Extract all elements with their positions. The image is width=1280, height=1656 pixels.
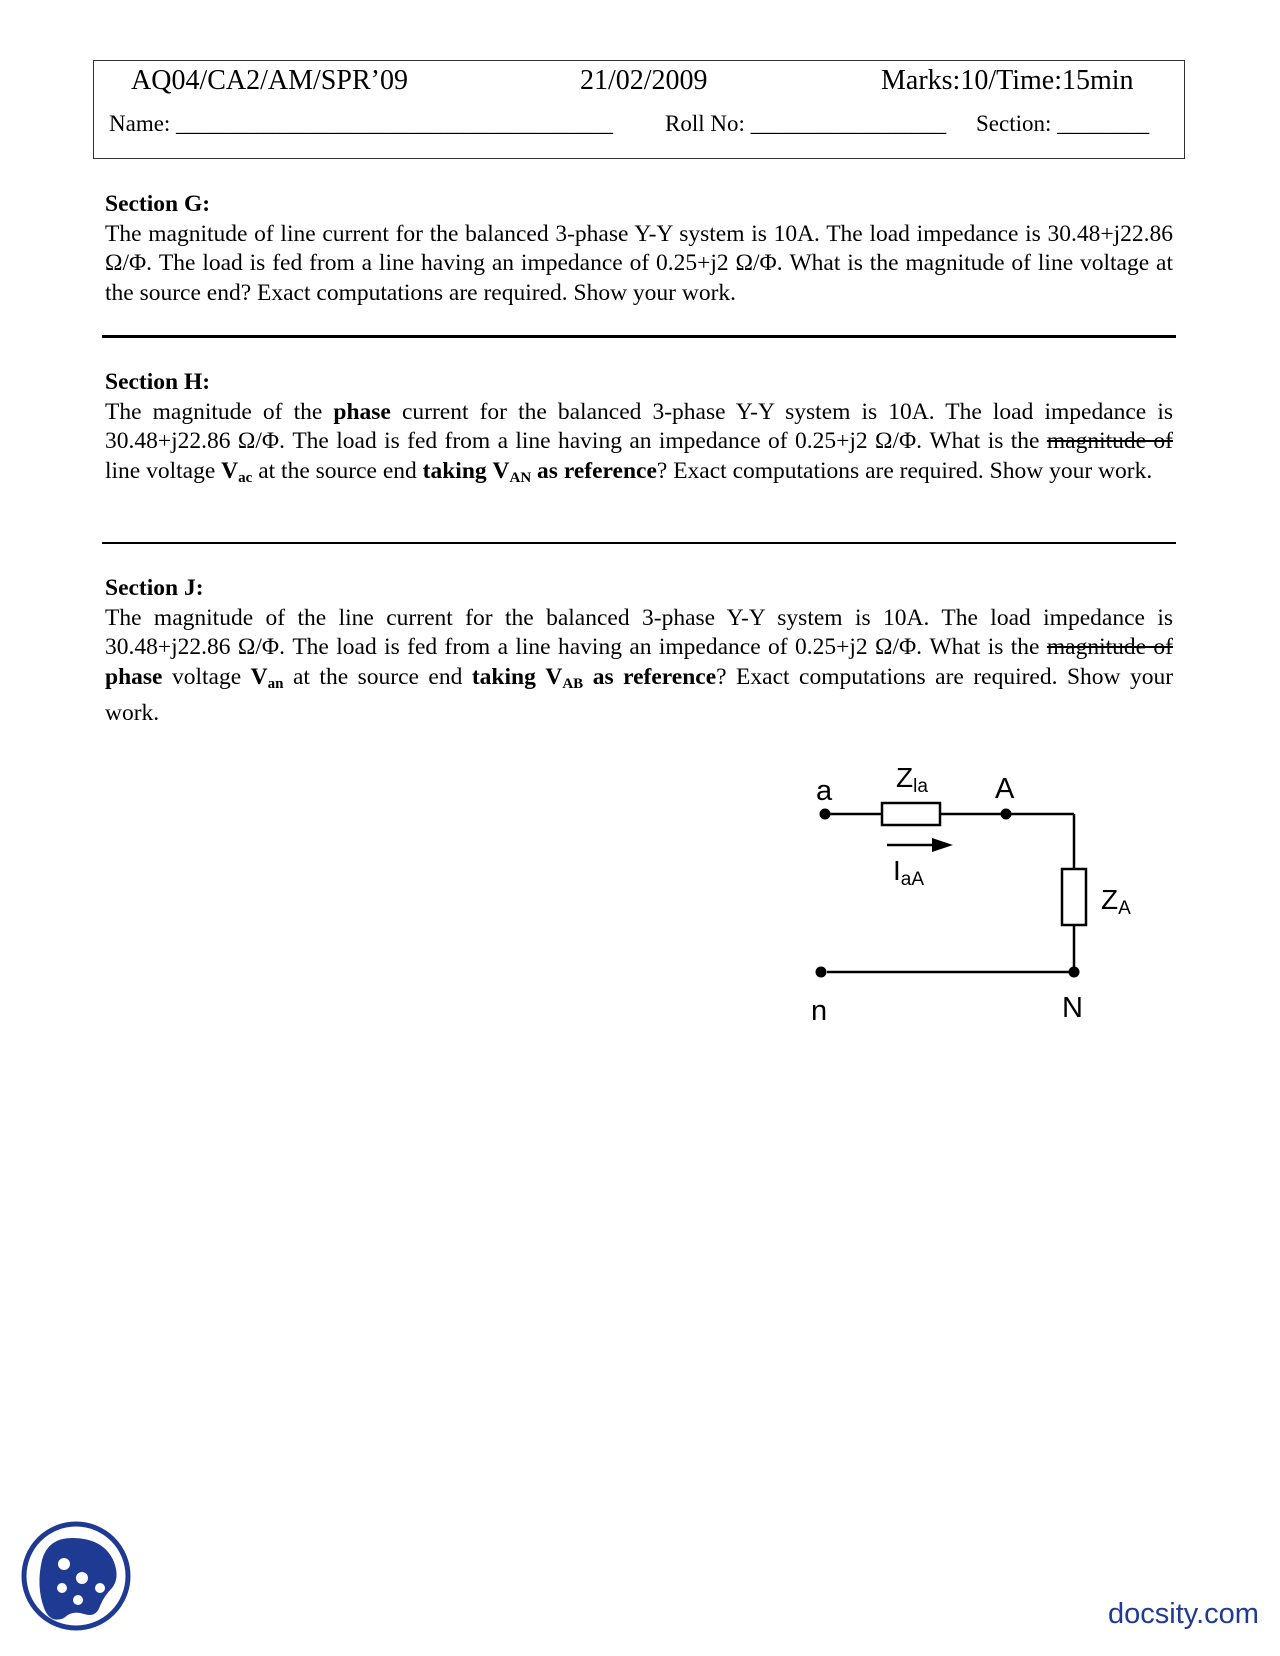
load-impedance-resistor [1062,869,1086,925]
strikethrough-text: magnitude of [1046,634,1174,660]
node-N-dot [1069,967,1080,978]
section-h-title: Section H: [105,369,211,395]
course-code: AQ04/CA2/AM/SPR’09 [131,65,408,96]
load-impedance-label: ZA [1101,884,1131,919]
section-g-title: Section G: [105,191,211,217]
node-n-dot [816,967,827,978]
section-field: Section: ________ [976,111,1150,136]
node-n-label: n [811,995,828,1027]
docsity-brand[interactable]: docsity.com [1108,1598,1259,1630]
section-g-text: The magnitude of line current for the balanced 3-phase Y-Y system is 10A. The load impedance is 30.48+j22.86 Ω/Φ. The load is fed from a line having an impedance of 0.25+j2 Ω/Φ. What is the magnitude of line voltage at the source end? Exact computations are required. Show your work. [105,220,1173,306]
current-arrow-head [932,838,953,852]
current-label: IaA [893,855,925,890]
docsity-logo-icon [20,1520,132,1632]
node-A-label: A [995,773,1015,805]
roll-no-field: Roll No: _________________ [665,111,947,136]
node-N-label: N [1062,992,1083,1024]
line-impedance-label: Zla [896,762,928,797]
section-h-text: The magnitude of the phase current for the balanced 3-phase Y-Y system is 10A. The load impedance is 30.48+j22.86 Ω/Φ. The load is fed from a line having an impedance of 0.25+j2 Ω/Φ. What is the magnitude of line voltage $V_{ac}$ at the source end taking $V_{AN}$ as reference? Exact computations are required. Show your work. [105,398,1174,486]
exam-date: 21/02/2009 [580,65,708,96]
line-impedance-resistor [882,803,940,825]
name-field: Name: ______________________________________ [109,111,614,136]
node-a-dot [820,809,831,820]
section-j-text: The magnitude of the line current for the balanced 3-phase Y-Y system is 10A. The load impedance is 30.48+j22.86 Ω/Φ. The load is fed from a line having an impedance of 0.25+j2 Ω/Φ. What is the magnitude of phase voltage $V_{an}$ at the source end taking $V_{AB}$ as reference? Exact computations are required. Show your work. [105,604,1174,726]
node-A-dot [1001,809,1012,820]
section-j-title: Section J: [105,575,204,601]
strikethrough-text: magnitude of [1046,428,1174,454]
marks-time: Marks:10/Time:15min [881,65,1134,96]
node-a-label: a [816,775,833,807]
